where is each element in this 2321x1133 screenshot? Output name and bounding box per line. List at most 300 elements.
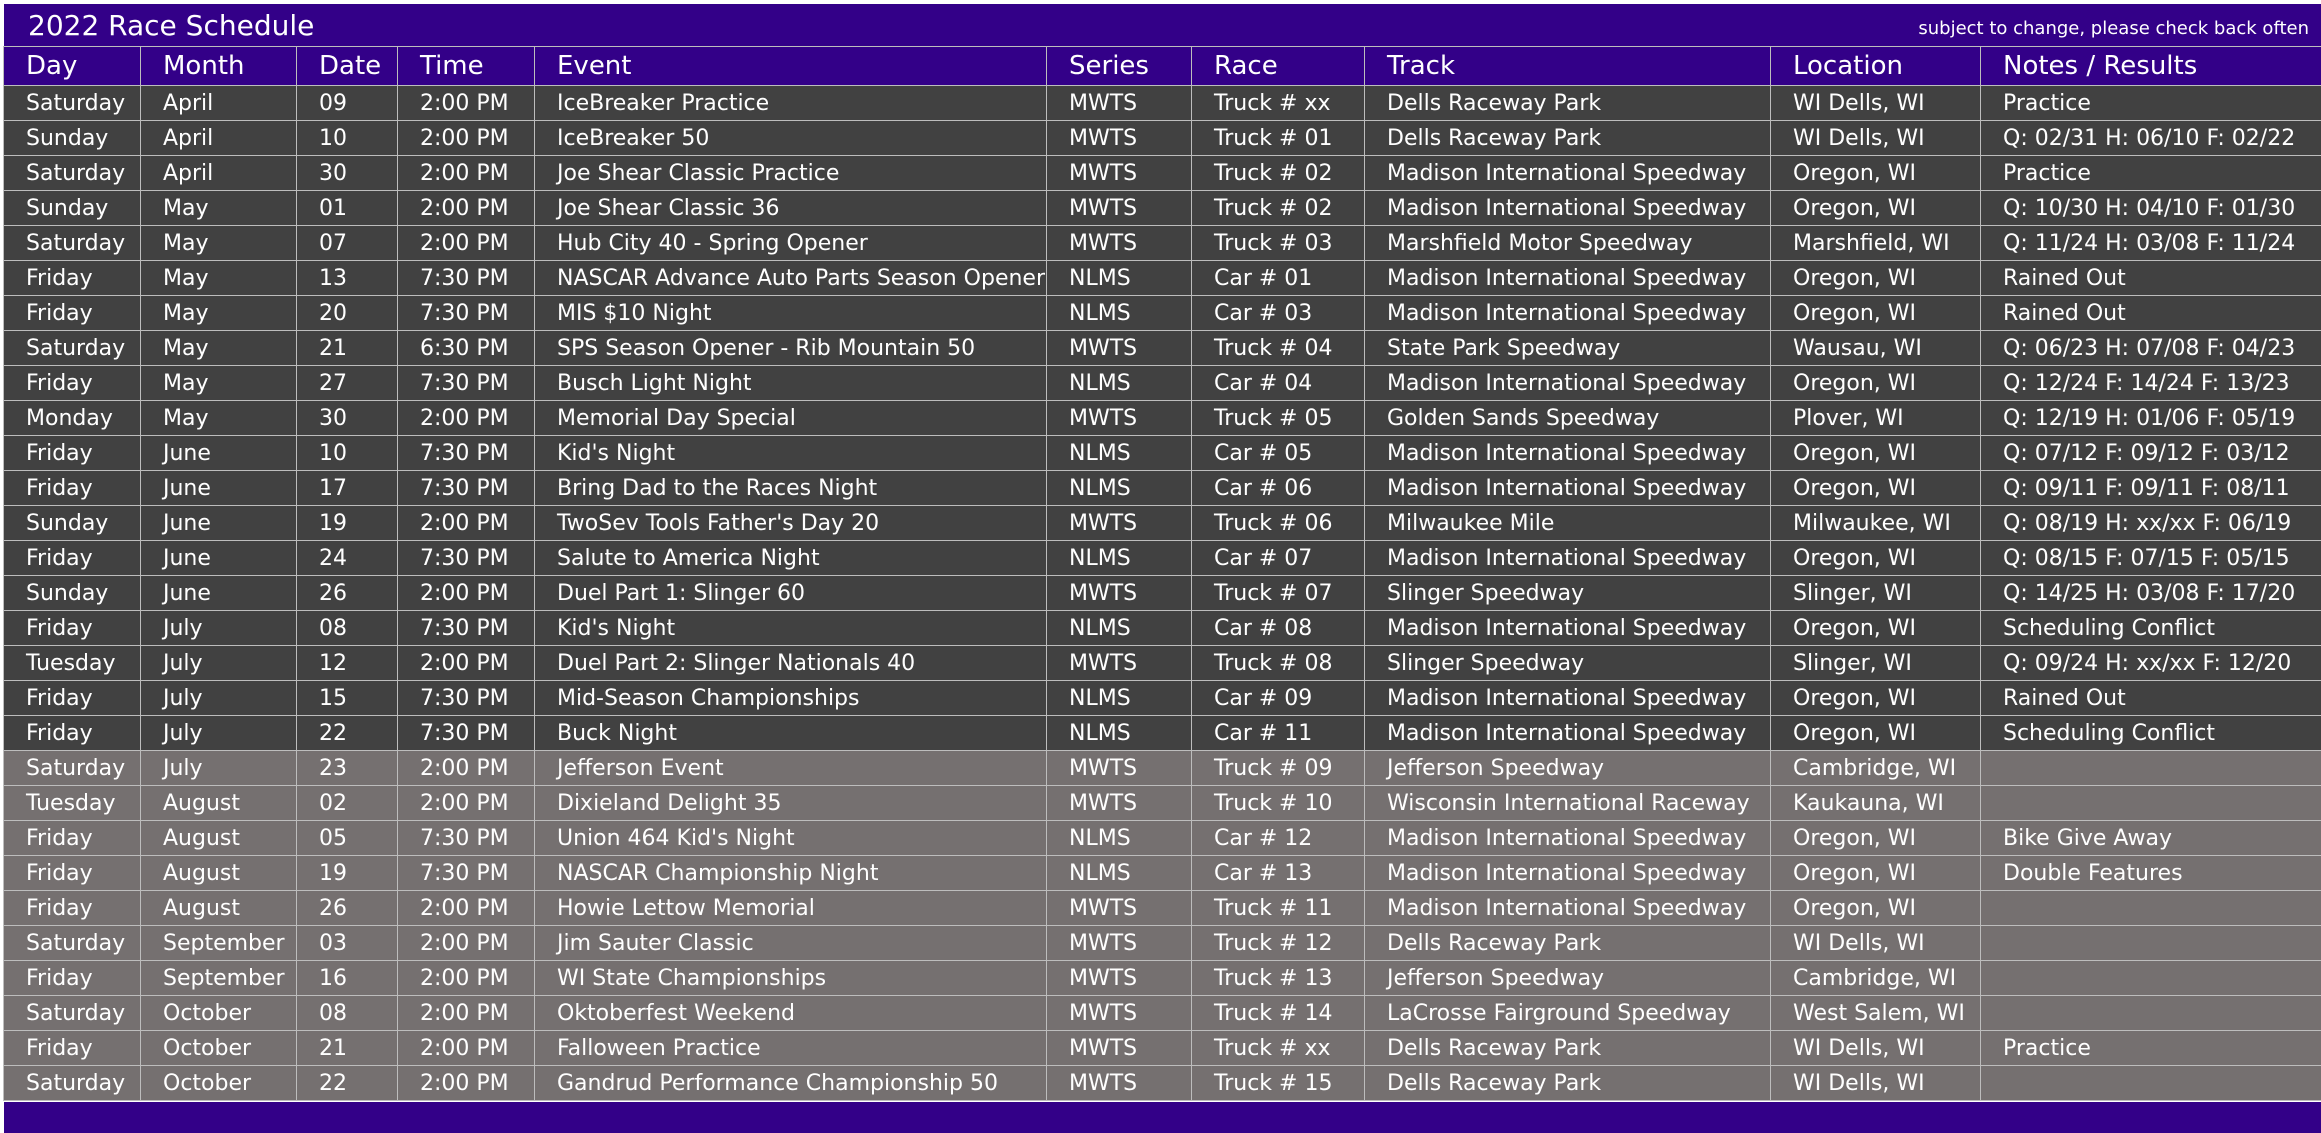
cell-event: NASCAR Advance Auto Parts Season Opener xyxy=(535,261,1047,296)
cell-event: Hub City 40 - Spring Opener xyxy=(535,226,1047,261)
cell-time: 2:00 PM xyxy=(398,786,535,821)
schedule-body xyxy=(4,86,2321,1101)
cell-series: NLMS xyxy=(1047,261,1192,296)
cell-day: Friday xyxy=(4,366,141,401)
cell-time: 7:30 PM xyxy=(398,366,535,401)
cell-series: MWTS xyxy=(1047,86,1192,121)
cell-notes: Q: 12/19 H: 01/06 F: 05/19 xyxy=(1981,401,2321,436)
cell-time: 7:30 PM xyxy=(398,821,535,856)
cell-day: Sunday xyxy=(4,191,141,226)
table-row xyxy=(4,926,2321,961)
cell-month: October xyxy=(141,1031,297,1066)
cell-time: 7:30 PM xyxy=(398,681,535,716)
page-title: 2022 Race Schedule xyxy=(28,9,315,42)
cell-series: MWTS xyxy=(1047,576,1192,611)
cell-notes: Q: 12/24 F: 14/24 F: 13/23 xyxy=(1981,366,2321,401)
cell-day: Friday xyxy=(4,261,141,296)
cell-track: Madison International Speedway xyxy=(1365,191,1771,226)
cell-day: Sunday xyxy=(4,506,141,541)
cell-month: August xyxy=(141,786,297,821)
cell-notes: Scheduling Conflict xyxy=(1981,611,2321,646)
cell-date: 30 xyxy=(297,401,398,436)
cell-race: Truck # 05 xyxy=(1192,401,1365,436)
table-row xyxy=(4,436,2321,471)
cell-track: Madison International Speedway xyxy=(1365,891,1771,926)
column-header-notes: Notes / Results xyxy=(1981,47,2321,86)
cell-race: Car # 06 xyxy=(1192,471,1365,506)
cell-notes: Q: 02/31 H: 06/10 F: 02/22 xyxy=(1981,121,2321,156)
cell-month: July xyxy=(141,611,297,646)
cell-event: Buck Night xyxy=(535,716,1047,751)
cell-event: Gandrud Performance Championship 50 xyxy=(535,1066,1047,1101)
cell-notes: Q: 08/19 H: xx/xx F: 06/19 xyxy=(1981,506,2321,541)
cell-notes: Q: 08/15 F: 07/15 F: 05/15 xyxy=(1981,541,2321,576)
cell-track: Madison International Speedway xyxy=(1365,821,1771,856)
cell-time: 7:30 PM xyxy=(398,261,535,296)
cell-event: Joe Shear Classic Practice xyxy=(535,156,1047,191)
cell-race: Truck # 02 xyxy=(1192,156,1365,191)
cell-event: Mid-Season Championships xyxy=(535,681,1047,716)
cell-location: Slinger, WI xyxy=(1771,576,1981,611)
column-header-event: Event xyxy=(535,47,1047,86)
cell-event: IceBreaker 50 xyxy=(535,121,1047,156)
cell-event: Kid's Night xyxy=(535,611,1047,646)
cell-location: Oregon, WI xyxy=(1771,436,1981,471)
table-row xyxy=(4,856,2321,891)
cell-day: Friday xyxy=(4,471,141,506)
cell-time: 6:30 PM xyxy=(398,331,535,366)
cell-month: May xyxy=(141,366,297,401)
cell-date: 24 xyxy=(297,541,398,576)
cell-day: Friday xyxy=(4,681,141,716)
cell-track: Dells Raceway Park xyxy=(1365,1031,1771,1066)
cell-location: Kaukauna, WI xyxy=(1771,786,1981,821)
cell-month: September xyxy=(141,926,297,961)
table-row xyxy=(4,261,2321,296)
cell-time: 7:30 PM xyxy=(398,856,535,891)
cell-track: Wisconsin International Raceway xyxy=(1365,786,1771,821)
cell-event: Jim Sauter Classic xyxy=(535,926,1047,961)
cell-notes xyxy=(1981,786,2321,821)
cell-date: 13 xyxy=(297,261,398,296)
cell-notes: Double Features xyxy=(1981,856,2321,891)
cell-series: MWTS xyxy=(1047,646,1192,681)
cell-event: IceBreaker Practice xyxy=(535,86,1047,121)
cell-series: NLMS xyxy=(1047,821,1192,856)
cell-month: June xyxy=(141,471,297,506)
cell-location: Wausau, WI xyxy=(1771,331,1981,366)
cell-location: Oregon, WI xyxy=(1771,366,1981,401)
cell-time: 7:30 PM xyxy=(398,436,535,471)
cell-event: Joe Shear Classic 36 xyxy=(535,191,1047,226)
cell-race: Car # 11 xyxy=(1192,716,1365,751)
cell-event: Duel Part 1: Slinger 60 xyxy=(535,576,1047,611)
cell-track: Madison International Speedway xyxy=(1365,471,1771,506)
table-row xyxy=(4,156,2321,191)
cell-time: 2:00 PM xyxy=(398,226,535,261)
cell-notes: Bike Give Away xyxy=(1981,821,2321,856)
cell-date: 26 xyxy=(297,891,398,926)
cell-series: NLMS xyxy=(1047,296,1192,331)
cell-date: 12 xyxy=(297,646,398,681)
cell-notes: Rained Out xyxy=(1981,681,2321,716)
cell-track: Madison International Speedway xyxy=(1365,296,1771,331)
cell-event: MIS $10 Night xyxy=(535,296,1047,331)
table-row xyxy=(4,401,2321,436)
cell-notes xyxy=(1981,1066,2321,1101)
cell-race: Truck # 14 xyxy=(1192,996,1365,1031)
cell-location: Cambridge, WI xyxy=(1771,961,1981,996)
cell-date: 21 xyxy=(297,331,398,366)
cell-date: 10 xyxy=(297,121,398,156)
cell-location: Milwaukee, WI xyxy=(1771,506,1981,541)
cell-notes: Q: 09/11 F: 09/11 F: 08/11 xyxy=(1981,471,2321,506)
table-row xyxy=(4,121,2321,156)
cell-series: NLMS xyxy=(1047,541,1192,576)
cell-location: Oregon, WI xyxy=(1771,716,1981,751)
cell-date: 16 xyxy=(297,961,398,996)
cell-race: Truck # 10 xyxy=(1192,786,1365,821)
cell-date: 26 xyxy=(297,576,398,611)
cell-series: MWTS xyxy=(1047,961,1192,996)
cell-time: 2:00 PM xyxy=(398,891,535,926)
cell-race: Truck # 12 xyxy=(1192,926,1365,961)
cell-day: Friday xyxy=(4,821,141,856)
cell-time: 2:00 PM xyxy=(398,121,535,156)
table-row xyxy=(4,821,2321,856)
cell-notes: Practice xyxy=(1981,86,2321,121)
cell-series: NLMS xyxy=(1047,436,1192,471)
cell-notes xyxy=(1981,891,2321,926)
cell-event: Memorial Day Special xyxy=(535,401,1047,436)
table-row xyxy=(4,86,2321,121)
cell-notes xyxy=(1981,751,2321,786)
cell-race: Truck # 15 xyxy=(1192,1066,1365,1101)
cell-location: Oregon, WI xyxy=(1771,821,1981,856)
cell-location: Oregon, WI xyxy=(1771,191,1981,226)
cell-day: Friday xyxy=(4,611,141,646)
cell-notes: Q: 07/12 F: 09/12 F: 03/12 xyxy=(1981,436,2321,471)
cell-track: Milwaukee Mile xyxy=(1365,506,1771,541)
cell-location: Oregon, WI xyxy=(1771,471,1981,506)
page-subtitle: subject to change, please check back often xyxy=(1918,18,2309,39)
cell-location: Oregon, WI xyxy=(1771,156,1981,191)
cell-series: NLMS xyxy=(1047,856,1192,891)
cell-date: 08 xyxy=(297,611,398,646)
cell-month: September xyxy=(141,961,297,996)
table-row xyxy=(4,1031,2321,1066)
cell-track: State Park Speedway xyxy=(1365,331,1771,366)
cell-event: Union 464 Kid's Night xyxy=(535,821,1047,856)
table-row xyxy=(4,961,2321,996)
cell-day: Friday xyxy=(4,961,141,996)
table-header-row xyxy=(4,47,2321,86)
cell-race: Car # 05 xyxy=(1192,436,1365,471)
cell-month: August xyxy=(141,891,297,926)
cell-race: Car # 04 xyxy=(1192,366,1365,401)
cell-month: July xyxy=(141,751,297,786)
cell-event: SPS Season Opener - Rib Mountain 50 xyxy=(535,331,1047,366)
cell-track: Dells Raceway Park xyxy=(1365,86,1771,121)
cell-race: Car # 03 xyxy=(1192,296,1365,331)
cell-date: 07 xyxy=(297,226,398,261)
cell-time: 7:30 PM xyxy=(398,611,535,646)
table-row xyxy=(4,331,2321,366)
cell-race: Car # 01 xyxy=(1192,261,1365,296)
table-row xyxy=(4,576,2321,611)
cell-date: 21 xyxy=(297,1031,398,1066)
cell-month: July xyxy=(141,716,297,751)
cell-location: WI Dells, WI xyxy=(1771,1031,1981,1066)
cell-event: NASCAR Championship Night xyxy=(535,856,1047,891)
cell-series: MWTS xyxy=(1047,1031,1192,1066)
cell-day: Friday xyxy=(4,436,141,471)
cell-month: May xyxy=(141,191,297,226)
cell-date: 19 xyxy=(297,856,398,891)
cell-location: Oregon, WI xyxy=(1771,541,1981,576)
cell-series: MWTS xyxy=(1047,926,1192,961)
cell-series: MWTS xyxy=(1047,996,1192,1031)
cell-track: Jefferson Speedway xyxy=(1365,751,1771,786)
cell-series: MWTS xyxy=(1047,1066,1192,1101)
cell-day: Tuesday xyxy=(4,786,141,821)
cell-location: WI Dells, WI xyxy=(1771,1066,1981,1101)
cell-series: NLMS xyxy=(1047,716,1192,751)
cell-day: Monday xyxy=(4,401,141,436)
cell-track: Madison International Speedway xyxy=(1365,611,1771,646)
cell-month: July xyxy=(141,681,297,716)
cell-track: Marshfield Motor Speedway xyxy=(1365,226,1771,261)
cell-notes: Q: 14/25 H: 03/08 F: 17/20 xyxy=(1981,576,2321,611)
cell-event: Kid's Night xyxy=(535,436,1047,471)
cell-location: Oregon, WI xyxy=(1771,856,1981,891)
cell-location: Oregon, WI xyxy=(1771,681,1981,716)
cell-date: 22 xyxy=(297,1066,398,1101)
cell-time: 2:00 PM xyxy=(398,1031,535,1066)
table-row xyxy=(4,471,2321,506)
cell-race: Truck # 07 xyxy=(1192,576,1365,611)
cell-series: MWTS xyxy=(1047,506,1192,541)
cell-series: NLMS xyxy=(1047,366,1192,401)
table-row xyxy=(4,996,2321,1031)
cell-race: Car # 09 xyxy=(1192,681,1365,716)
cell-day: Friday xyxy=(4,1031,141,1066)
column-header-day: Day xyxy=(4,47,141,86)
cell-date: 01 xyxy=(297,191,398,226)
cell-series: MWTS xyxy=(1047,786,1192,821)
schedule-table xyxy=(3,46,2321,1101)
cell-notes xyxy=(1981,961,2321,996)
cell-series: NLMS xyxy=(1047,611,1192,646)
cell-track: Slinger Speedway xyxy=(1365,646,1771,681)
table-row xyxy=(4,541,2321,576)
cell-location: Plover, WI xyxy=(1771,401,1981,436)
table-row xyxy=(4,366,2321,401)
cell-track: Dells Raceway Park xyxy=(1365,121,1771,156)
cell-race: Truck # 04 xyxy=(1192,331,1365,366)
cell-event: WI State Championships xyxy=(535,961,1047,996)
cell-month: October xyxy=(141,1066,297,1101)
cell-series: MWTS xyxy=(1047,751,1192,786)
column-header-track: Track xyxy=(1365,47,1771,86)
cell-month: July xyxy=(141,646,297,681)
table-row xyxy=(4,1066,2321,1101)
cell-notes: Practice xyxy=(1981,156,2321,191)
cell-race: Car # 13 xyxy=(1192,856,1365,891)
cell-track: Madison International Speedway xyxy=(1365,436,1771,471)
cell-location: Oregon, WI xyxy=(1771,261,1981,296)
cell-day: Saturday xyxy=(4,226,141,261)
cell-date: 22 xyxy=(297,716,398,751)
cell-time: 2:00 PM xyxy=(398,751,535,786)
cell-event: Duel Part 2: Slinger Nationals 40 xyxy=(535,646,1047,681)
cell-event: Oktoberfest Weekend xyxy=(535,996,1047,1031)
cell-time: 7:30 PM xyxy=(398,716,535,751)
cell-location: WI Dells, WI xyxy=(1771,121,1981,156)
cell-day: Saturday xyxy=(4,1066,141,1101)
cell-month: May xyxy=(141,261,297,296)
cell-date: 10 xyxy=(297,436,398,471)
cell-location: WI Dells, WI xyxy=(1771,926,1981,961)
cell-notes xyxy=(1981,926,2321,961)
schedule-footer xyxy=(4,1102,2321,1133)
cell-race: Truck # 06 xyxy=(1192,506,1365,541)
cell-time: 2:00 PM xyxy=(398,646,535,681)
cell-event: Falloween Practice xyxy=(535,1031,1047,1066)
cell-series: MWTS xyxy=(1047,891,1192,926)
table-row xyxy=(4,716,2321,751)
cell-series: MWTS xyxy=(1047,121,1192,156)
column-header-time: Time xyxy=(398,47,535,86)
cell-location: WI Dells, WI xyxy=(1771,86,1981,121)
cell-time: 2:00 PM xyxy=(398,191,535,226)
cell-month: April xyxy=(141,86,297,121)
cell-time: 2:00 PM xyxy=(398,961,535,996)
cell-notes: Rained Out xyxy=(1981,296,2321,331)
table-row xyxy=(4,611,2321,646)
cell-race: Truck # 13 xyxy=(1192,961,1365,996)
cell-track: Madison International Speedway xyxy=(1365,856,1771,891)
cell-track: Golden Sands Speedway xyxy=(1365,401,1771,436)
cell-day: Saturday xyxy=(4,86,141,121)
cell-location: West Salem, WI xyxy=(1771,996,1981,1031)
cell-month: June xyxy=(141,506,297,541)
cell-day: Friday xyxy=(4,716,141,751)
cell-date: 23 xyxy=(297,751,398,786)
cell-time: 2:00 PM xyxy=(398,506,535,541)
cell-track: LaCrosse Fairground Speedway xyxy=(1365,996,1771,1031)
cell-track: Madison International Speedway xyxy=(1365,156,1771,191)
cell-date: 20 xyxy=(297,296,398,331)
cell-month: May xyxy=(141,226,297,261)
cell-notes: Q: 10/30 H: 04/10 F: 01/30 xyxy=(1981,191,2321,226)
cell-track: Madison International Speedway xyxy=(1365,716,1771,751)
cell-notes: Q: 09/24 H: xx/xx F: 12/20 xyxy=(1981,646,2321,681)
column-header-date: Date xyxy=(297,47,398,86)
cell-event: TwoSev Tools Father's Day 20 xyxy=(535,506,1047,541)
cell-day: Tuesday xyxy=(4,646,141,681)
cell-time: 2:00 PM xyxy=(398,576,535,611)
cell-notes xyxy=(1981,996,2321,1031)
cell-notes: Scheduling Conflict xyxy=(1981,716,2321,751)
cell-time: 2:00 PM xyxy=(398,996,535,1031)
cell-date: 02 xyxy=(297,786,398,821)
cell-track: Madison International Speedway xyxy=(1365,681,1771,716)
cell-notes: Q: 11/24 H: 03/08 F: 11/24 xyxy=(1981,226,2321,261)
cell-date: 08 xyxy=(297,996,398,1031)
cell-date: 15 xyxy=(297,681,398,716)
cell-track: Madison International Speedway xyxy=(1365,261,1771,296)
cell-race: Car # 08 xyxy=(1192,611,1365,646)
cell-time: 2:00 PM xyxy=(398,1066,535,1101)
cell-location: Oregon, WI xyxy=(1771,296,1981,331)
cell-month: May xyxy=(141,296,297,331)
cell-race: Truck # 03 xyxy=(1192,226,1365,261)
cell-month: October xyxy=(141,996,297,1031)
cell-day: Sunday xyxy=(4,121,141,156)
cell-event: Dixieland Delight 35 xyxy=(535,786,1047,821)
cell-location: Marshfield, WI xyxy=(1771,226,1981,261)
cell-day: Saturday xyxy=(4,331,141,366)
cell-month: April xyxy=(141,121,297,156)
cell-series: MWTS xyxy=(1047,331,1192,366)
cell-track: Slinger Speedway xyxy=(1365,576,1771,611)
cell-series: NLMS xyxy=(1047,681,1192,716)
cell-month: June xyxy=(141,576,297,611)
cell-day: Saturday xyxy=(4,926,141,961)
cell-race: Truck # xx xyxy=(1192,86,1365,121)
cell-month: April xyxy=(141,156,297,191)
table-row xyxy=(4,226,2321,261)
cell-location: Oregon, WI xyxy=(1771,611,1981,646)
table-row xyxy=(4,191,2321,226)
cell-day: Saturday xyxy=(4,751,141,786)
cell-month: May xyxy=(141,331,297,366)
table-row xyxy=(4,751,2321,786)
cell-race: Truck # 08 xyxy=(1192,646,1365,681)
cell-time: 2:00 PM xyxy=(398,86,535,121)
cell-event: Bring Dad to the Races Night xyxy=(535,471,1047,506)
cell-date: 19 xyxy=(297,506,398,541)
cell-month: August xyxy=(141,821,297,856)
table-row xyxy=(4,646,2321,681)
cell-time: 7:30 PM xyxy=(398,541,535,576)
cell-location: Slinger, WI xyxy=(1771,646,1981,681)
cell-date: 17 xyxy=(297,471,398,506)
cell-track: Dells Raceway Park xyxy=(1365,926,1771,961)
cell-track: Jefferson Speedway xyxy=(1365,961,1771,996)
cell-track: Dells Raceway Park xyxy=(1365,1066,1771,1101)
cell-race: Car # 07 xyxy=(1192,541,1365,576)
cell-track: Madison International Speedway xyxy=(1365,541,1771,576)
cell-day: Friday xyxy=(4,856,141,891)
cell-location: Oregon, WI xyxy=(1771,891,1981,926)
cell-series: NLMS xyxy=(1047,471,1192,506)
cell-day: Saturday xyxy=(4,156,141,191)
cell-series: MWTS xyxy=(1047,401,1192,436)
column-header-month: Month xyxy=(141,47,297,86)
cell-month: May xyxy=(141,401,297,436)
cell-date: 30 xyxy=(297,156,398,191)
cell-date: 03 xyxy=(297,926,398,961)
cell-time: 2:00 PM xyxy=(398,401,535,436)
cell-race: Truck # 11 xyxy=(1192,891,1365,926)
cell-series: MWTS xyxy=(1047,191,1192,226)
cell-month: June xyxy=(141,436,297,471)
cell-day: Saturday xyxy=(4,996,141,1031)
cell-date: 09 xyxy=(297,86,398,121)
column-header-location: Location xyxy=(1771,47,1981,86)
